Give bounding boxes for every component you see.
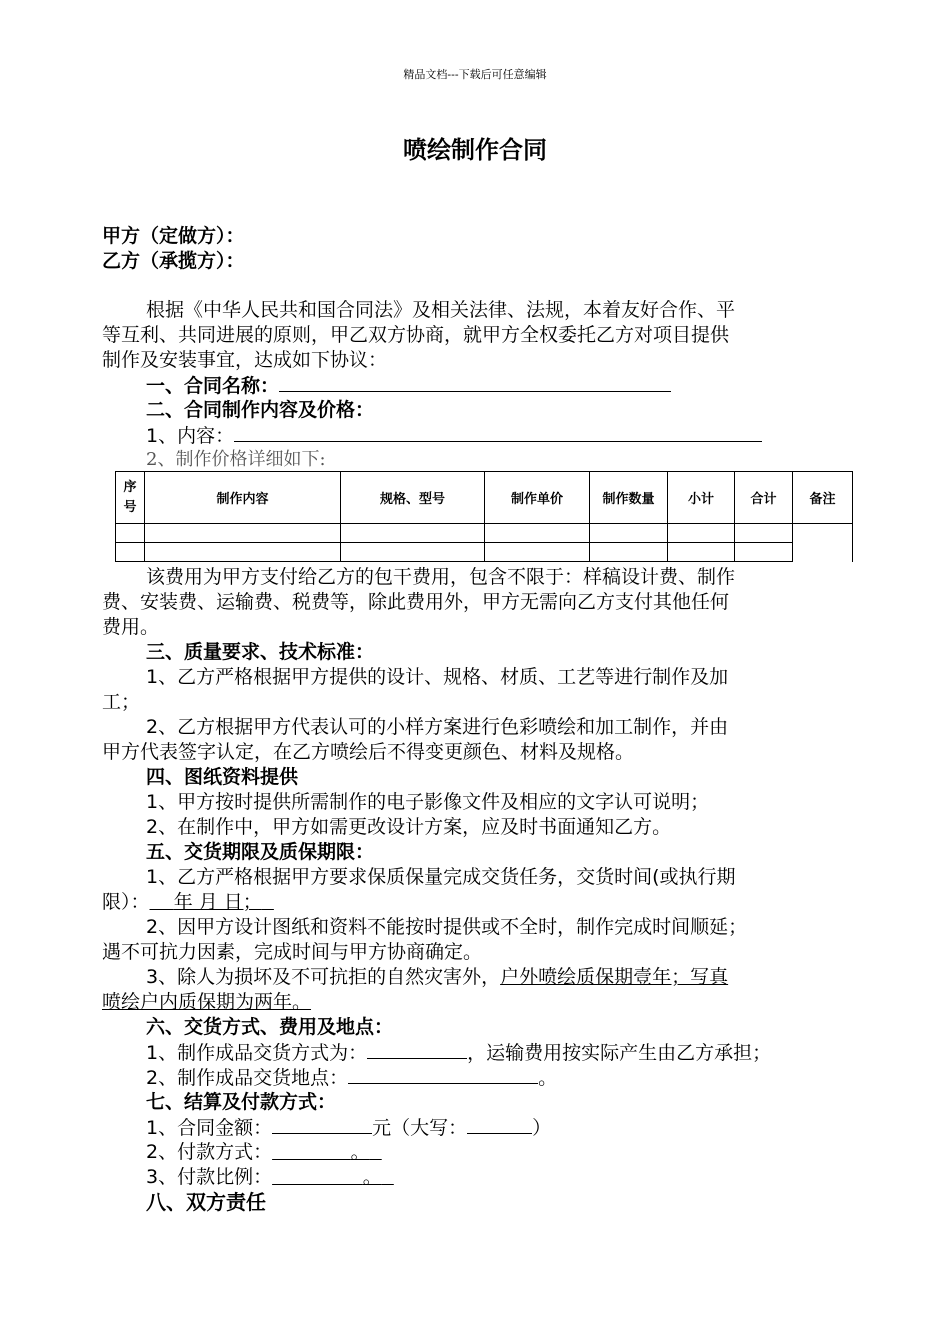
- warranty-indoor: 喷绘户内质保期为两年。: [102, 991, 312, 1013]
- warranty-text: 3、除人为损坏及不可抗拒的自然灾害外，: [146, 966, 501, 988]
- delivery-method-tail: ，运输费用按实际产生由乙方承担；: [467, 1042, 772, 1064]
- fee-line-3: 费用。: [102, 616, 160, 638]
- delivery-date-text: 年 月 日；: [173, 891, 262, 913]
- delivery-1a: 1、乙方严格根据甲方要求保质保量完成交货任务，交货时间(或执行期: [146, 866, 736, 888]
- drawings-1: 1、甲方按时提供所需制作的电子影像文件及相应的文字认可说明；: [146, 791, 710, 813]
- warranty-line-2: [102, 990, 852, 1015]
- payment-ratio-tail: 。: [362, 1166, 382, 1188]
- contract-name-blank: [279, 373, 671, 392]
- fee-line-2: 费、安装费、运输费、税费等，除此费用外，甲方无需向乙方支付其他任何: [102, 591, 730, 613]
- delivery-1b: [102, 890, 852, 915]
- section-4-heading: 四、图纸资料提供: [146, 766, 299, 788]
- warranty-outdoor: 户外喷绘质保期壹年；写真: [500, 966, 729, 988]
- delivery-place-label: 2、制作成品交货地点：: [146, 1067, 349, 1089]
- delivery-method-blank: [367, 1040, 467, 1059]
- intro-line-2: 等互利、共同进展的原则，甲乙双方协商，就甲方全权委托乙方对项目提供: [102, 324, 730, 346]
- amount-label: 1、合同金额：: [146, 1117, 273, 1139]
- document-title: 喷绘制作合同: [403, 136, 547, 164]
- section-8-heading: 八、双方责任: [146, 1190, 266, 1214]
- section-5-heading: 五、交货期限及质保期限：: [146, 841, 375, 863]
- amount-blank: [272, 1115, 372, 1134]
- table-row: [116, 543, 853, 562]
- content-blank: [234, 423, 762, 442]
- payment-method-line: [102, 1140, 896, 1165]
- amount-close: ）: [532, 1117, 552, 1139]
- section-6-heading: 六、交货方式、费用及地点：: [146, 1016, 394, 1038]
- section-2-heading: 二、合同制作内容及价格：: [146, 399, 375, 421]
- payment-method-tail: 。: [350, 1141, 370, 1163]
- payment-ratio-line: [102, 1165, 896, 1190]
- quality-1a: 1、乙方严格根据甲方提供的设计、规格、材质、工艺等进行制作及加: [146, 666, 729, 688]
- intro-line-1: 根据《中华人民共和国合同法》及相关法律、法规，本着友好合作、平: [146, 299, 736, 321]
- delivery-place-line: [102, 1065, 896, 1091]
- fee-line-1: 该费用为甲方支付给乙方的包干费用，包含不限于：样稿设计费、制作: [146, 566, 736, 588]
- drawings-2: 2、在制作中，甲方如需更改设计方案，应及时书面通知乙方。: [146, 816, 672, 838]
- delivery-place-blank: [348, 1065, 538, 1084]
- table-header-row: [116, 472, 853, 524]
- content-label: 1、内容：: [146, 425, 235, 447]
- party-b-label: 乙方（承揽方）：: [102, 250, 245, 272]
- col-header: 制作数量: [590, 472, 668, 524]
- warranty-line: [102, 965, 896, 990]
- section-2-content: [102, 423, 896, 449]
- amount-line: [102, 1115, 896, 1141]
- delivery-date-blank: [150, 891, 274, 913]
- amount-capital-label: 元（大写：: [372, 1117, 468, 1139]
- section-1: [102, 373, 896, 399]
- quality-2a: 2、乙方根据甲方代表认可的小样方案进行色彩喷绘和加工制作，并由: [146, 716, 729, 738]
- page-header: 精品文档---下载后可任意编辑: [403, 68, 547, 81]
- payment-ratio-label: 3、付款比例：: [146, 1166, 273, 1188]
- quality-1b: 工；: [102, 691, 141, 713]
- col-header: 制作内容: [145, 472, 341, 524]
- intro-line-3: 制作及安装事宜，达成如下协议：: [102, 349, 388, 371]
- col-header: 合计: [735, 472, 793, 524]
- section-1-heading: 一、合同名称：: [146, 375, 280, 397]
- payment-ratio-blank: [272, 1166, 394, 1188]
- section-3-heading: 三、质量要求、技术标准：: [146, 641, 375, 663]
- delivery-2a: 2、因甲方设计图纸和资料不能按时提供或不全时，制作完成时间顺延；: [146, 916, 748, 938]
- col-header: 小计: [668, 472, 735, 524]
- delivery-2b: 遇不可抗力因素，完成时间与甲方协商确定。: [102, 941, 483, 963]
- delivery-place-tail: 。: [538, 1067, 558, 1089]
- party-a-label: 甲方（定做方）：: [102, 225, 245, 247]
- quality-2b: 甲方代表签字认定，在乙方喷绘后不得变更颜色、材料及规格。: [102, 741, 635, 763]
- payment-method-blank: [272, 1141, 382, 1163]
- payment-method-label: 2、付款方式：: [146, 1141, 273, 1163]
- section-7-heading: 七、结算及付款方式：: [146, 1091, 337, 1113]
- col-header: 备注: [793, 472, 853, 524]
- price-table: [115, 471, 853, 562]
- delivery-deadline-label: 限）：: [102, 891, 150, 913]
- price-detail-label: 2、制作价格详细如下:: [146, 449, 326, 470]
- col-header: 制作单价: [485, 472, 590, 524]
- delivery-method-line: [102, 1040, 896, 1066]
- delivery-method-label: 1、制作成品交货方式为：: [146, 1042, 368, 1064]
- table-row: [116, 524, 853, 543]
- amount-capital-blank: [467, 1115, 532, 1134]
- col-header: 规格、型号: [341, 472, 485, 524]
- col-header-no: 序 号: [116, 472, 145, 524]
